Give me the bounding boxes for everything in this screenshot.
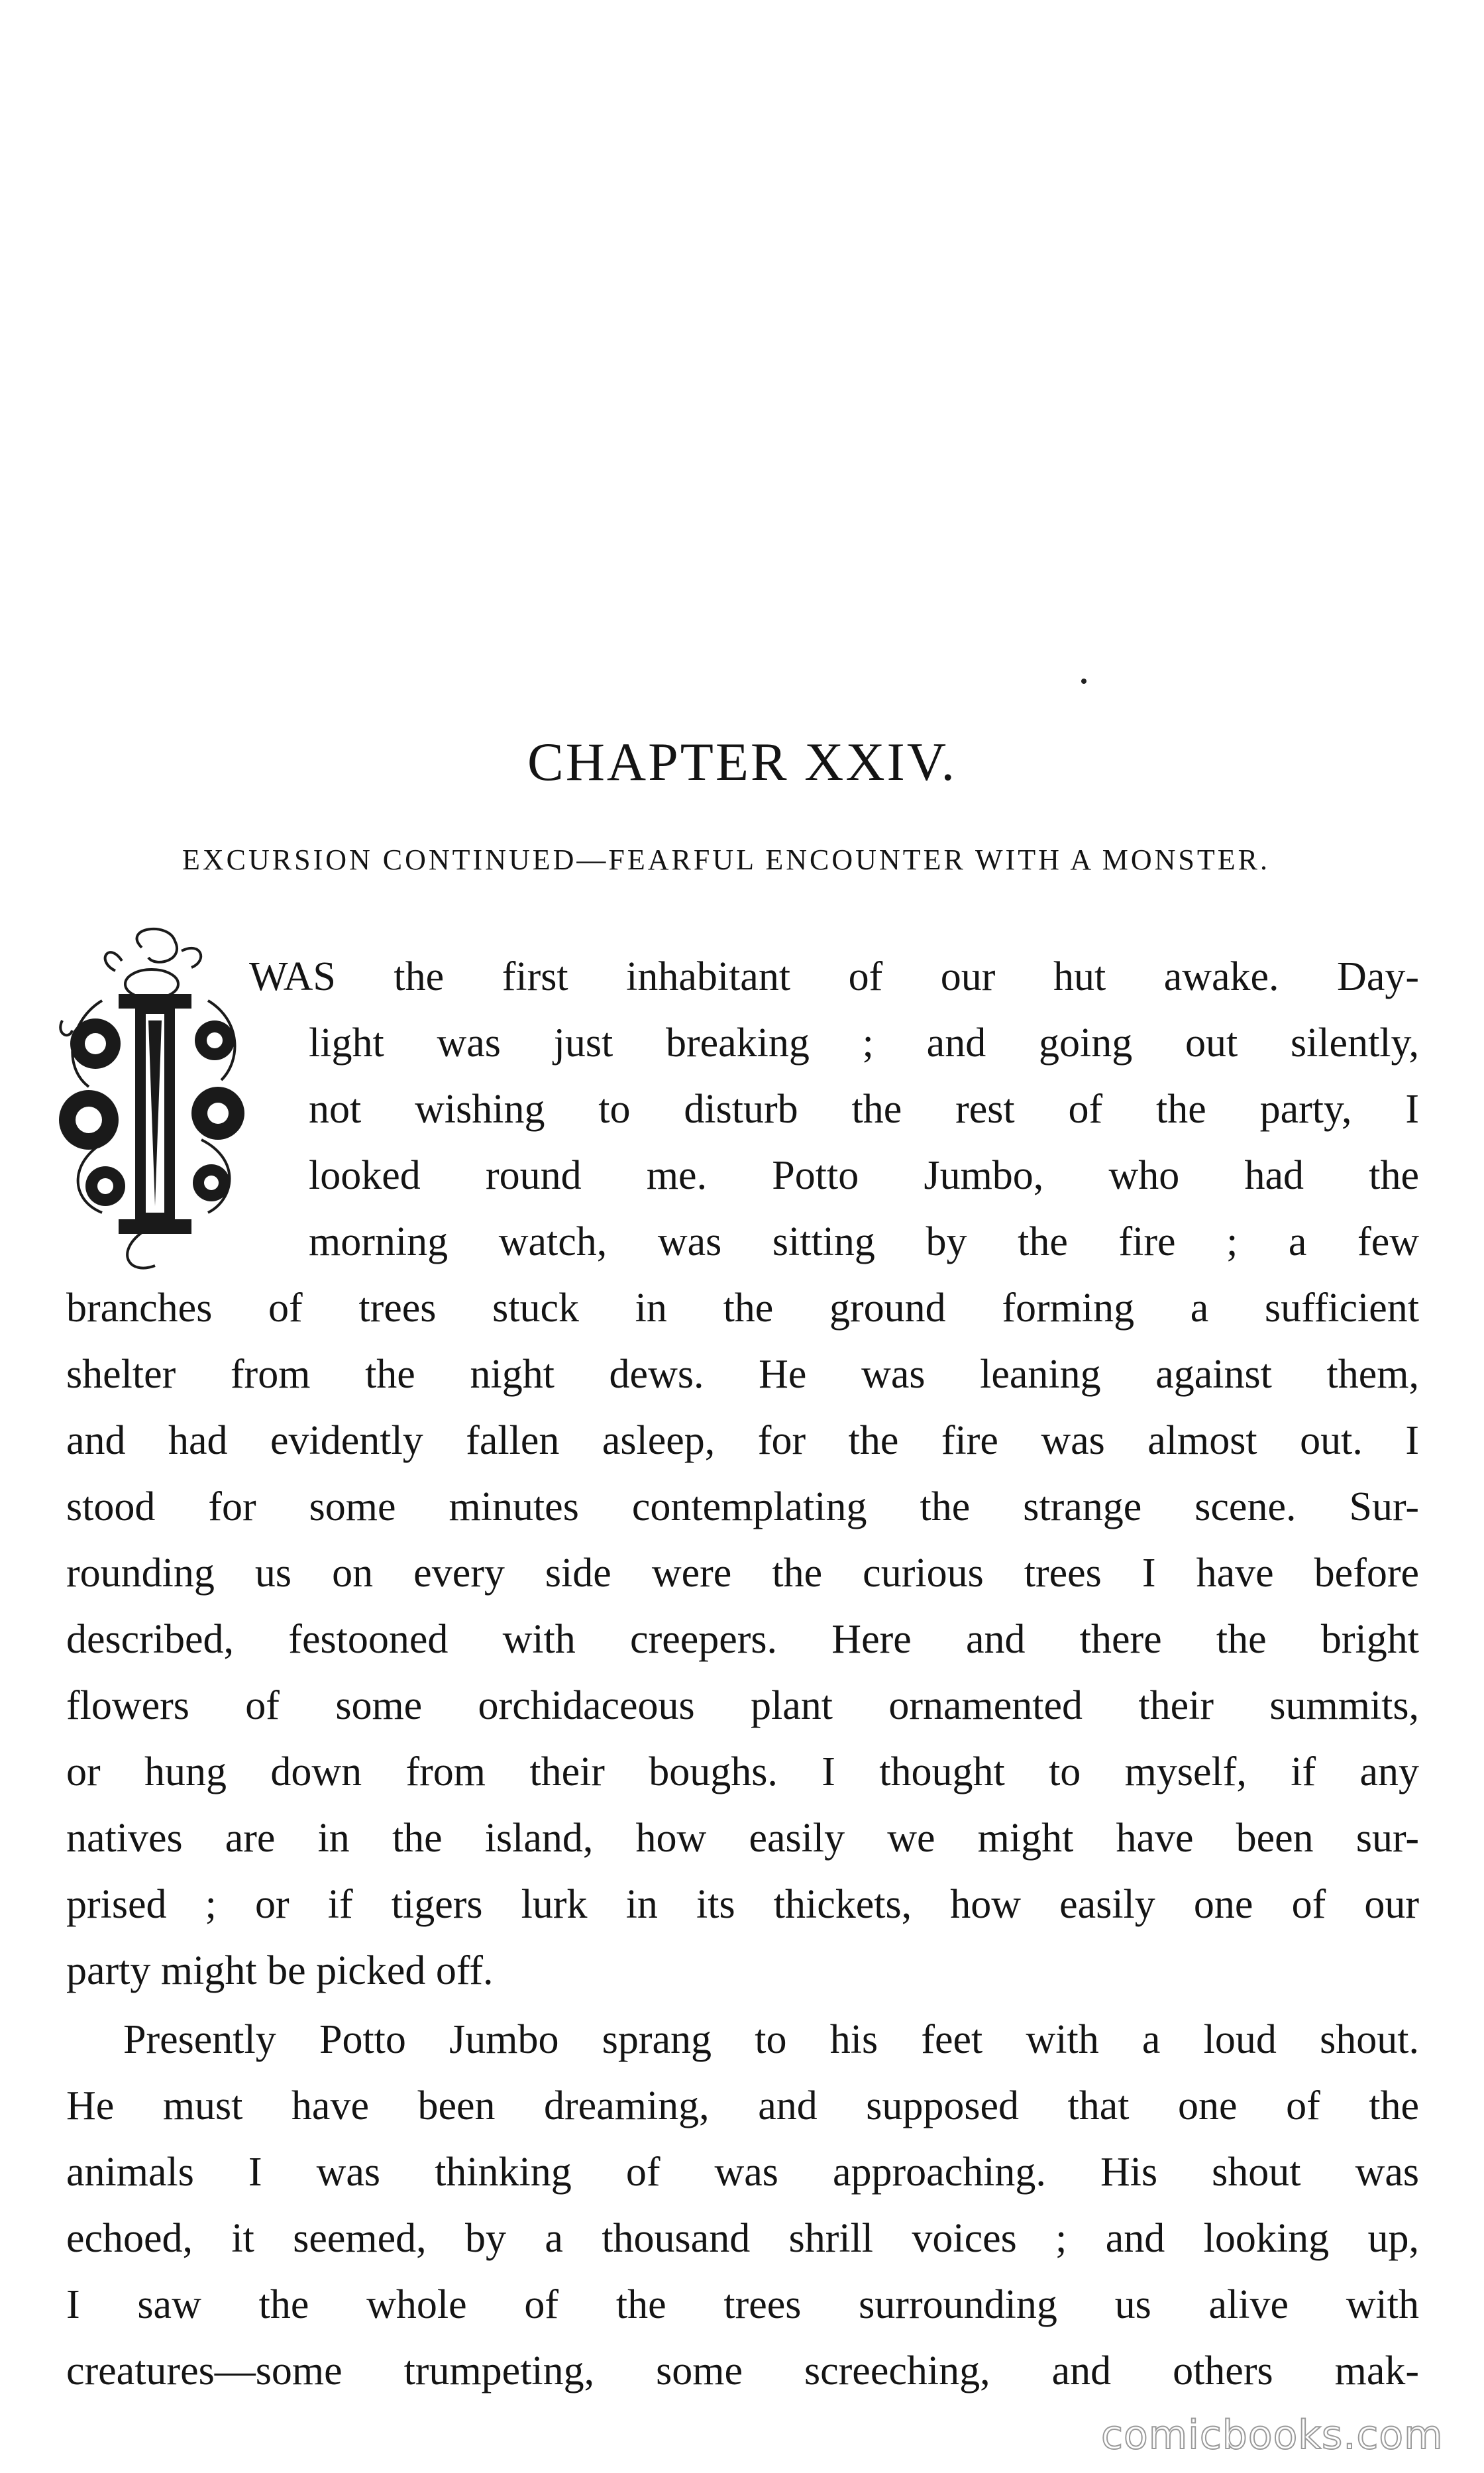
chapter-title: CHAPTER XXIV. xyxy=(527,732,957,792)
chapter-subtitle: EXCURSION CONTINUED—FEARFUL ENCOUNTER WITH A MONSTER. xyxy=(182,844,1271,876)
paragraph-1-line-7: shelter from the night dews. He was leaning against them, xyxy=(66,1352,1419,1397)
paragraph-1-line-14: natives are in the island, how easily we might have been sur- xyxy=(66,1816,1419,1861)
paragraph-2-line-2: He must have been dreaming, and supposed that one of the xyxy=(66,2083,1419,2128)
paragraph-2-line-4: echoed, it seemed, by a thousand shrill voices ; and looking up, xyxy=(66,2216,1419,2261)
paragraph-1-line-5: morning watch, was sitting by the fire ; a few xyxy=(309,1219,1419,1264)
paragraph-2-line-6: creatures—some trumpeting, some screeching, and others mak- xyxy=(66,2348,1419,2393)
paragraph-1-line-16: party might be picked off. xyxy=(66,1948,494,1993)
paragraph-1-line-6: branches of trees stuck in the ground forming a sufficient xyxy=(66,1286,1419,1331)
site-watermark: comicbooks.com xyxy=(1101,2412,1444,2458)
paragraph-1-line-2: light was just breaking ; and going out silently, xyxy=(309,1020,1419,1066)
paragraph-2-line-3: animals I was thinking of was approaching. His shout was xyxy=(66,2150,1419,2195)
paragraph-1-line-13: or hung down from their boughs. I thought to myself, if any xyxy=(66,1749,1419,1794)
paragraph-1-line-15: prised ; or if tigers lurk in its thickets, how easily one of our xyxy=(66,1882,1419,1927)
paragraph-1-line-9: stood for some minutes contemplating the strange scene. Sur- xyxy=(66,1484,1419,1529)
paragraph-2-line-1: Presently Potto Jumbo sprang to his feet with a loud shout. xyxy=(123,2017,1419,2062)
paragraph-1-line-4: looked round me. Potto Jumbo, who had the xyxy=(309,1153,1419,1198)
paragraph-1-line-11: described, festooned with creepers. Here and there the bright xyxy=(66,1617,1419,1662)
paragraph-1-line-10: rounding us on every side were the curious trees I have before xyxy=(66,1551,1419,1596)
ink-speck xyxy=(1081,679,1086,684)
paragraph-1-line-8: and had evidently fallen asleep, for the fire was almost out. I xyxy=(66,1418,1419,1463)
paragraph-1-line-3: not wishing to disturb the rest of the party, I xyxy=(309,1087,1419,1132)
floral-drop-cap-icon xyxy=(42,921,268,1279)
paragraph-1-line-12: flowers of some orchidaceous plant ornamented their summits, xyxy=(66,1683,1419,1728)
paragraph-1-line-1: WAS the first inhabitant of our hut awake. Day- xyxy=(249,954,1419,999)
paragraph-2-line-5: I saw the whole of the trees surrounding us alive with xyxy=(66,2282,1419,2327)
